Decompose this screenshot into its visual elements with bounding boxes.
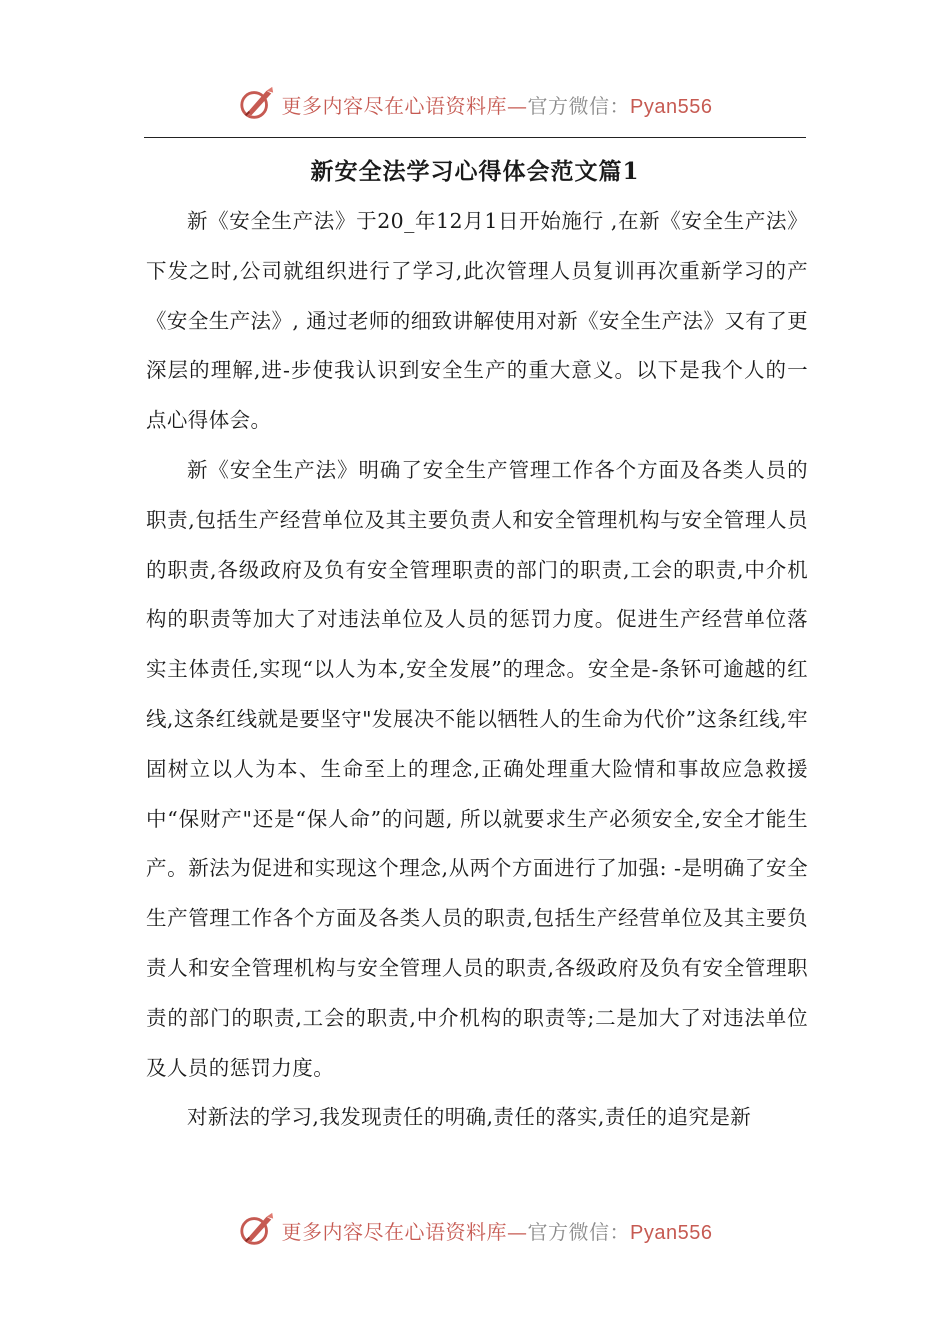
footer-wechat-id: Pyan556: [630, 1221, 713, 1244]
header-brand-text: 更多内容尽在心语资料库: [281, 93, 508, 118]
document-body: [146, 197, 808, 1143]
footer-dash: —: [507, 1219, 528, 1244]
paragraph-3: 对新法的学习,我发现责任的明确,责任的落实,责任的追究是新: [187, 1105, 752, 1130]
footer-banner-inner: [238, 1211, 713, 1249]
header-banner-inner: [238, 85, 713, 123]
paragraph-1: 新《安全生产法》于20_年12月1日开始施行 ,在新《安全生产法》下发之时,公司就组织进行了学习,此次管理人员复训再次重新学习的产《安全生产法》, 通过老师的细致讲解使用对新《安全生产法》又有了更深层的理解,进-步使我认识到安全生产的重大意义。以下是我个人的一点心得体会。: [146, 209, 808, 433]
footer-banner-text: [282, 1216, 713, 1245]
header-dash: —: [507, 93, 528, 118]
header-divider: [144, 137, 806, 138]
header-wechat-label: 官方微信：: [527, 93, 631, 118]
quill-pen-logo-icon: [238, 1211, 276, 1249]
footer-banner: [0, 1210, 950, 1250]
header-banner-text: [282, 90, 713, 119]
header-banner: [0, 84, 950, 124]
document-title: 新安全法学习心得体会范文篇1: [310, 158, 640, 185]
paragraph-2: 新《安全生产法》明确了安全生产管理工作各个方面及各类人员的职责,包括生产经营单位及其主要负责人和安全管理机构与安全管理人员的职责,各级政府及负有安全管理职责的部门的职责,工会的职责,中介机构的职责等加大了对违法单位及人员的惩罚力度。促进生产经营单位落实主体责任,实现“以人为本,安全发展”的理念。安全是-条钚可逾越的红线,这条红线就是要坚守"发展决不能以牺牲人的生命为代价”这条红线,牢固树立以人为本、生命至上的理念,正确处理重大险情和事故应急救援中“保财产"还是“保人命”的问题, 所以就要求生产必须安全,安全才能生产。新法为促进和实现这个理念,从两个方面进行了加强: -是明确了安全生产管理工作各个方面及各类人员的职责,包括生产经营单位及其主要负责人和安全管理机构与安全管理人员的职责,各级政府及负有安全管理职责的部门的职责,工会的职责,中介机构的职责等;二是加大了对违法单位及人员的惩罚力度。: [146, 457, 808, 1080]
footer-wechat-label: 官方微信：: [527, 1219, 631, 1244]
header-wechat-id: Pyan556: [630, 95, 713, 118]
quill-pen-logo-icon: [238, 85, 276, 123]
footer-brand-text: 更多内容尽在心语资料库: [281, 1219, 508, 1244]
